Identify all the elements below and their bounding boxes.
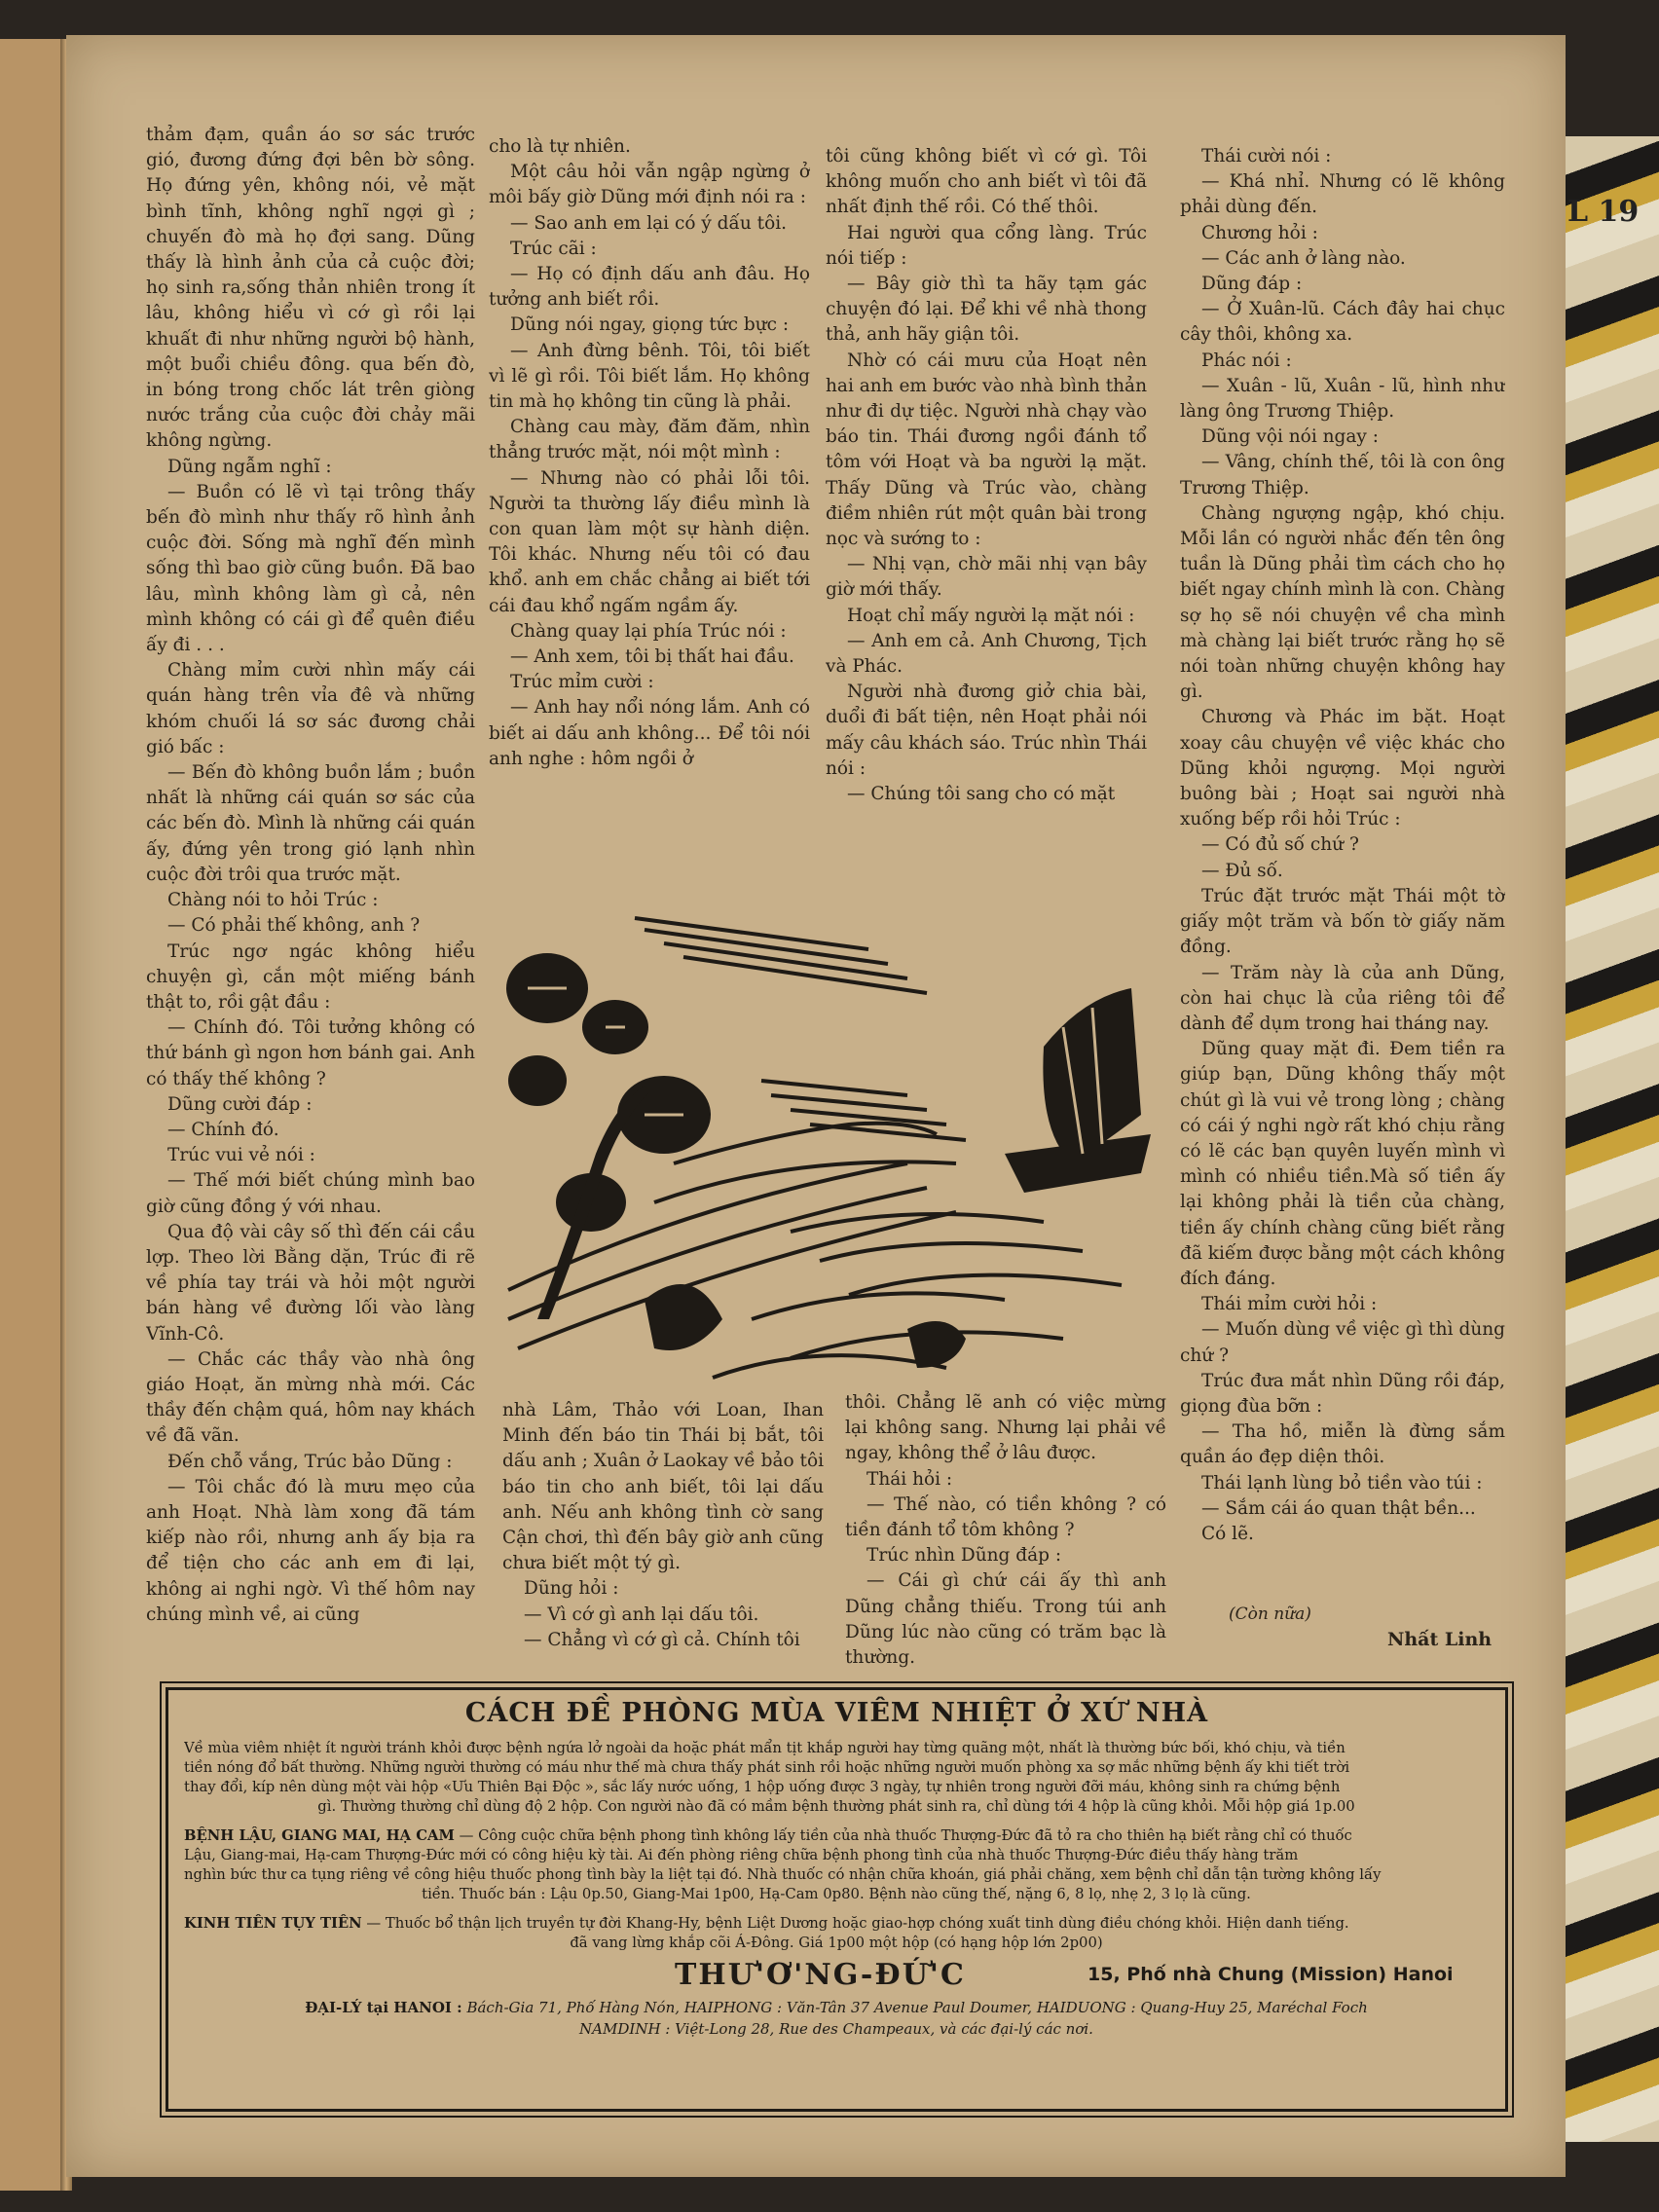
- article-paragraph: Chương hỏi :: [1201, 222, 1318, 243]
- ad-venereal-line: nghìn bức thư ca tụng riêng về công hiệu thuốc phong tình bày la liệt tại đó. Nhà thuốc có nhận chữa khoán, giá phải chăng, xem bệnh chỉ dẫn tận tường không lấy: [184, 1866, 1382, 1883]
- article-paragraph: Có lẽ.: [1201, 1523, 1254, 1544]
- to-be-continued: (Còn nữa): [1229, 1604, 1311, 1624]
- ad-intro-line: tiền nóng đổ bất thường. Những người thường có máu như thế mà chưa thấy phát sinh rồi hoặc những người muốn phòng xa sợ mắc những bệnh ấy khi tiết trời: [184, 1759, 1350, 1776]
- article-paragraph: — Tôi chắc đó là mưu mẹo của anh Hoạt. Nhà làm xong đã tám kiếp nào rồi, nhưng anh ấy bịa ra để tiện cho các anh em đi lại, không ai nghi ngờ. Vì thế hôm nay chúng mình về, ai cũng: [146, 1476, 475, 1625]
- article-paragraph: — Sao anh em lại có ý dấu tôi.: [510, 212, 788, 234]
- article-paragraph: — Nhị vạn, chờ mãi nhị vạn bây giờ mới thấy.: [826, 554, 1147, 601]
- ad-address: 15, Phố nhà Chung (Mission) Hanoi: [1088, 1964, 1454, 1985]
- article-column-1: [146, 123, 475, 1692]
- article-paragraph: Người nhà đương giở chia bài, duổi đi bất tiện, nên Hoạt phải nói mấy câu khách sáo. Trúc nhìn Thái nói :: [826, 682, 1147, 779]
- ad-venereal-text: — Công cuộc chữa bệnh phong tình không lấy tiền của nhà thuốc Thượng-Đức đã tỏ ra cho thiên hạ biết rằng chỉ có thuốc: [459, 1827, 1352, 1844]
- ad-venereal-line: Lậu, Giang-mai, Hạ-cam Thượng-Đức mới có công hiệu kỳ tài. Ai đến phòng riêng chữa bệnh phong tình của nhà thuốc Thượng-Đức điều thấy hàng trăm: [184, 1847, 1299, 1863]
- article-paragraph: thảm đạm, quần áo sơ sác trước gió, đương đứng đợi bên bờ sông. Họ đứng yên, không nói, vẻ mặt bình tĩnh, không nghĩ ngợi gì ; chuyến đò mà họ đợi sang. Dũng thấy là hình ảnh của cả cuộc đời; họ sinh ra,sống thản nhiên trong ít lâu, không hiểu vì cớ gì rồi lại khuất đi như những người bộ hành, một buổi chiều đông. qua bến đò, in bóng trong chốc lát trên giòng nước trắng của cuộc đời chảy mãi không ngừng.: [146, 125, 475, 452]
- article-paragraph: Chương và Phác im bặt. Hoạt xoay câu chuyện về việc khác cho Dũng khỏi ngượng. Mọi người buông bài ; Hoạt sai người nhà xuống bếp rồi hỏi Trúc :: [1180, 707, 1505, 830]
- ad-kinh-heading: KINH TIỄN TỤY TIỄN: [184, 1915, 362, 1932]
- article-paragraph: — Tha hồ, miễn là đừng sắm quần áo đẹp diện thôi.: [1180, 1421, 1505, 1468]
- article-paragraph: — Đủ số.: [1201, 860, 1283, 881]
- article-paragraph: — Anh hay nổi nóng lắm. Anh có biết ai dấu anh không... Để tôi nói anh nghe : hôm ngồi ở: [489, 697, 810, 769]
- article-paragraph: — Các anh ở làng nào.: [1201, 247, 1406, 269]
- article-paragraph: — Trăm này là của anh Dũng, còn hai chục là của riêng tôi để dành để dụm trong hai tháng nay.: [1180, 962, 1505, 1034]
- article-paragraph: Qua độ vài cây số thì đến cái cầu lợp. Theo lời Bằng dặn, Trúc đi rẽ về phía tay trái và hỏi một người bán hàng về đường lối vào làng Vĩnh-Cô.: [146, 1221, 475, 1345]
- article-column-2-top: [489, 134, 810, 894]
- article-paragraph: Chàng mỉm cười nhìn mấy cái quán hàng trên vỉa đê và những khóm chuối lá sơ sác đương chải gió bấc :: [146, 660, 475, 757]
- article-paragraph: — Có đủ số chứ ?: [1201, 834, 1359, 856]
- ad-venereal-line: tiền. Thuốc bán : Lậu 0p.50, Giang-Mai 1p00, Hạ-Cam 0p80. Bệnh nào cũng thế, nặng 6, 8 lọ, nhẹ 2, 3 lọ là cũng.: [422, 1886, 1251, 1902]
- left-page-edge: [0, 39, 68, 2191]
- article-paragraph: Dũng nói ngay, giọng tức bực :: [510, 314, 790, 336]
- article-paragraph: — Chắc các thầy vào nhà ông giáo Hoạt, ăn mừng nhà mới. Các thầy đến chậm quá, hôm nay khách về đã vãn.: [146, 1348, 475, 1447]
- author-signature: Nhất Linh: [1387, 1629, 1493, 1650]
- ad-kinh-text: — Thuốc bổ thận lịch truyền tự đời Khang-Hy, bệnh Liệt Dương hoặc giao-hợp chóng xuất tinh dùng điều chóng khỏi. Hiện danh tiếng.: [366, 1915, 1349, 1932]
- river-boat-illustration: [498, 910, 1161, 1387]
- article-paragraph: Một câu hỏi vẫn ngập ngừng ở môi bấy giờ Dũng mới định nói ra :: [489, 162, 810, 208]
- article-paragraph: — Chính đó.: [167, 1119, 279, 1140]
- ad-brand: THƯ'Ơ'NG-ĐỨ'C: [675, 1958, 966, 1992]
- article-paragraph: Dũng hỏi :: [524, 1578, 619, 1600]
- article-paragraph: nhà Lâm, Thảo với Loan, Ihan Minh đến báo tin Thái bị bắt, tôi dấu anh ; Xuân ở Laokay về bảo tôi báo tin cho anh biết, tôi lại dấu anh. Nếu anh không tình cờ sang Cận chơi, thì đến bây giờ anh cũng chưa biết một tý gì.: [502, 1400, 824, 1574]
- article-paragraph: — Sắm cái áo quan thật bền...: [1201, 1497, 1476, 1519]
- article-paragraph: Thái cười nói :: [1201, 146, 1332, 166]
- article-paragraph: thôi. Chẳng lẽ anh có việc mừng lại không sang. Nhưng lại phải về ngay, không thể ở lâu được.: [845, 1392, 1166, 1464]
- article-paragraph: — Vì cớ gì anh lại dấu tôi.: [524, 1604, 759, 1625]
- article-paragraph: Trúc đặt trước mặt Thái một tờ giấy một trăm và bốn tờ giấy năm đồng.: [1180, 885, 1505, 958]
- next-page-edge: [1558, 136, 1659, 2142]
- article-paragraph: Thái lạnh lùng bỏ tiền vào túi :: [1201, 1472, 1483, 1493]
- ad-intro-line: gì. Thường thường chỉ dùng độ 2 hộp. Con người nào đã có mầm bệnh thường phát sinh ra, chỉ dùng tới 4 hộp là cũng khỏi. Mỗi hộp giá 1p.00: [317, 1798, 1355, 1815]
- ad-intro-line: Về mùa viêm nhiệt ít người tránh khỏi được bệnh ngứa lở ngoài da hoặc phát mẩn tịt khắp người hay từng quãng một, nhất là thường bức bối, khó chịu, và tiền: [184, 1740, 1346, 1756]
- article-column-2-bottom: [502, 1398, 824, 1680]
- article-paragraph: Trúc mỉm cười :: [510, 672, 654, 693]
- ad-agents-line-1: [184, 1998, 1489, 2018]
- article-paragraph: — Thế mới biết chúng mình bao giờ cũng đồng ý với nhau.: [146, 1170, 475, 1217]
- article-paragraph: — Chúng tôi sang cho có mặt: [847, 784, 1116, 805]
- article-paragraph: — Khá nhỉ. Nhưng có lẽ không phải dùng đến.: [1180, 171, 1505, 218]
- article-paragraph: Trúc đưa mắt nhìn Dũng rồi đáp, giọng đùa bỡn :: [1180, 1370, 1505, 1417]
- ad-agents-label: ĐẠI-LÝ tại HANOI :: [305, 1999, 462, 2016]
- article-paragraph: Dũng ngẫm nghĩ :: [167, 456, 332, 477]
- article-paragraph: — Buồn có lẽ vì tại trông thấy bến đò mình như thấy rõ hình ảnh cuộc đời. Sống mà nghĩ đến mình sống thì bao giờ cũng buồn. Đã bao lâu, mình không làm gì cả, nên mình không có cái gì để quên điều ấy đi . . .: [146, 481, 475, 656]
- article-paragraph: — Có phải thế không, anh ?: [167, 915, 421, 937]
- article-paragraph: — Bến đò không buồn lắm ; buồn nhất là những cái quán sơ sác của các bến đò. Mình là những cái quán ấy, đứng yên trong gió lạnh nhìn cuộc đời trôi qua trước mặt.: [146, 762, 475, 885]
- ad-agents-text: Bách-Gia 71, Phố Hàng Nón, HAIPHONG : Văn-Tân 37 Avenue Paul Doumer, HAIDUONG : Quang-Huy 25, Maréchal Foch: [466, 1999, 1368, 2016]
- article-paragraph: Trúc ngơ ngác không hiểu chuyện gì, cắn một miếng bánh thật to, rồi gật đầu :: [146, 940, 475, 1013]
- ad-agents-line-2: NAMDINH : Việt-Long 28, Rue des Champeaux, và các đại-lý các nơi.: [579, 2020, 1093, 2038]
- article-paragraph: Chàng nói to hỏi Trúc :: [167, 890, 379, 911]
- article-paragraph: Trúc nhìn Dũng đáp :: [866, 1545, 1062, 1567]
- article-paragraph: Dũng quay mặt đi. Đem tiền ra giúp bạn, Dũng không thấy một chút gì là vui vẻ trong lòng ; chàng có cái ý nghi ngờ rất khó chịu rằng có lẽ các bạn quyên luyến mình vì mình có nhiều tiền.Mà số tiền ấy lại không phải là tiền của chàng, tiền ấy chính chàng cũng biết rằng đã kiếm được bằng một cách không đích đáng.: [1180, 1039, 1505, 1289]
- article-paragraph: — Vâng, chính thế, tôi là con ông Trương Thiệp.: [1180, 452, 1505, 498]
- article-paragraph: Nhờ có cái mưu của Hoạt nên hai anh em bước vào nhà bình thản như đi dự tiệc. Người nhà chạy vào báo tin. Thái đương ngồi đánh tổ tôm với Hoạt và ba người lạ mặt. Thấy Dũng và Trúc vào, chàng điềm nhiên rút một quân bài trong nọc và sướng to :: [826, 350, 1147, 550]
- article-paragraph: — Chẳng vì cớ gì cả. Chính tôi: [524, 1629, 800, 1650]
- article-paragraph: — Anh đừng bênh. Tôi, tôi biết vì lẽ gì rồi. Tôi biết lắm. Họ không tin mà họ không tin cũng là phải.: [489, 340, 810, 413]
- article-paragraph: Dũng đáp :: [1201, 274, 1303, 295]
- article-paragraph: — Thế nào, có tiền không ? có tiền đánh tổ tôm không ?: [845, 1493, 1166, 1541]
- article-paragraph: — Nhưng nào có phải lỗi tôi. Người ta thường lấy điều mình là con quan làm một sự hành diện. Tôi khác. Nhưng nếu tôi có đau khổ. anh em chắc chẳng ai biết tới cái đau khổ ngấm ngầm ấy.: [489, 467, 810, 616]
- article-column-3-top: [826, 144, 1147, 894]
- article-paragraph: Dũng vội nói ngay :: [1201, 426, 1379, 448]
- article-paragraph: — Họ có định dấu anh đâu. Họ tưởng anh biết rồi.: [489, 264, 810, 311]
- article-column-3-bottom: [845, 1390, 1166, 1673]
- article-paragraph: Hoạt chỉ mấy người lạ mặt nói :: [847, 605, 1135, 626]
- article-paragraph: Đến chỗ vắng, Trúc bảo Dũng :: [167, 1451, 453, 1472]
- article-paragraph: Chàng cau mày, đăm đăm, nhìn thẳng trước mặt, nói một mình :: [489, 417, 810, 463]
- ad-venereal-heading: BỆNH LẬU, GIANG MAI, HẠ CAM: [184, 1827, 455, 1844]
- ad-venereal-line: [184, 1826, 1489, 1846]
- article-paragraph: Dũng cười đáp :: [167, 1093, 313, 1115]
- article-column-4: [1180, 144, 1505, 1604]
- advertisement-box: [166, 1687, 1508, 2112]
- article-paragraph: tôi cũng không biết vì cớ gì. Tôi không muốn cho anh biết vì tôi đã nhất định thế rồi. Có thế thôi.: [826, 146, 1147, 218]
- article-paragraph: Trúc cãi :: [510, 238, 597, 259]
- article-paragraph: Hai người qua cổng làng. Trúc nói tiếp :: [826, 222, 1147, 269]
- ad-intro-line: thay đổi, kíp nên dùng một vài hộp «Ưu Thiên Bại Độc », sắc lấy nước uống, 1 hộp uống được 3 ngày, tự nhiên trong người đỡi máu, không sinh ra chứng bệnh: [184, 1779, 1341, 1795]
- article-paragraph: — Anh em cả. Anh Chương, Tịch và Phác.: [826, 630, 1147, 678]
- article-paragraph: — Ở Xuân-lũ. Cách đây hai chục cây thôi, không xa.: [1180, 299, 1505, 346]
- article-paragraph: — Muốn dùng về việc gì thì dùng chứ ?: [1180, 1319, 1505, 1366]
- next-page-header: L 19: [1567, 195, 1640, 229]
- article-paragraph: cho là tự nhiên.: [489, 136, 631, 157]
- article-paragraph: — Xuân - lũ, Xuân - lũ, hình như làng ông Trương Thiệp.: [1180, 375, 1505, 423]
- ad-kinh-line: [184, 1914, 1489, 1934]
- article-paragraph: Thái mỉm cười hỏi :: [1201, 1294, 1378, 1315]
- article-paragraph: — Cái gì chứ cái ấy thì anh Dũng chẳng thiếu. Trong túi anh Dũng lúc nào cũng có trăm bạc là thường.: [845, 1570, 1166, 1669]
- article-paragraph: Trúc vui vẻ nói :: [167, 1145, 315, 1166]
- article-paragraph: — Chính đó. Tôi tưởng không có thứ bánh gì ngon hơn bánh gai. Anh có thấy thế không ?: [146, 1017, 475, 1089]
- article-paragraph: Thái hỏi :: [866, 1468, 953, 1490]
- article-paragraph: Chàng ngượng ngập, khó chịu. Mỗi lần có người nhắc đến tên ông tuần là Dũng phải tìm cách cho họ biết ngay chính mình là con. Chàng sợ họ sẽ nói chuyện về cha mình mà chàng lại biết trước rằng họ sẽ nói toàn những chuyện không hay gì.: [1180, 502, 1505, 703]
- article-paragraph: Phác nói :: [1201, 350, 1292, 371]
- ad-kinh-line: đã vang lừng khắp cõi Á-Đông. Giá 1p00 một hộp (có hạng hộp lớn 2p00): [570, 1935, 1103, 1951]
- article-paragraph: Chàng quay lại phía Trúc nói :: [510, 620, 787, 642]
- article-paragraph: — Bây giờ thì ta hãy tạm gác chuyện đó lại. Để khi về nhà thong thả, anh hãy giận tôi.: [826, 274, 1147, 346]
- ad-title: CÁCH ĐỀ PHÒNG MÙA VIÊM NHIỆT Ở XỨ NHÀ: [464, 1698, 1209, 1728]
- article-paragraph: — Anh xem, tôi bị thất hai đầu.: [510, 646, 794, 668]
